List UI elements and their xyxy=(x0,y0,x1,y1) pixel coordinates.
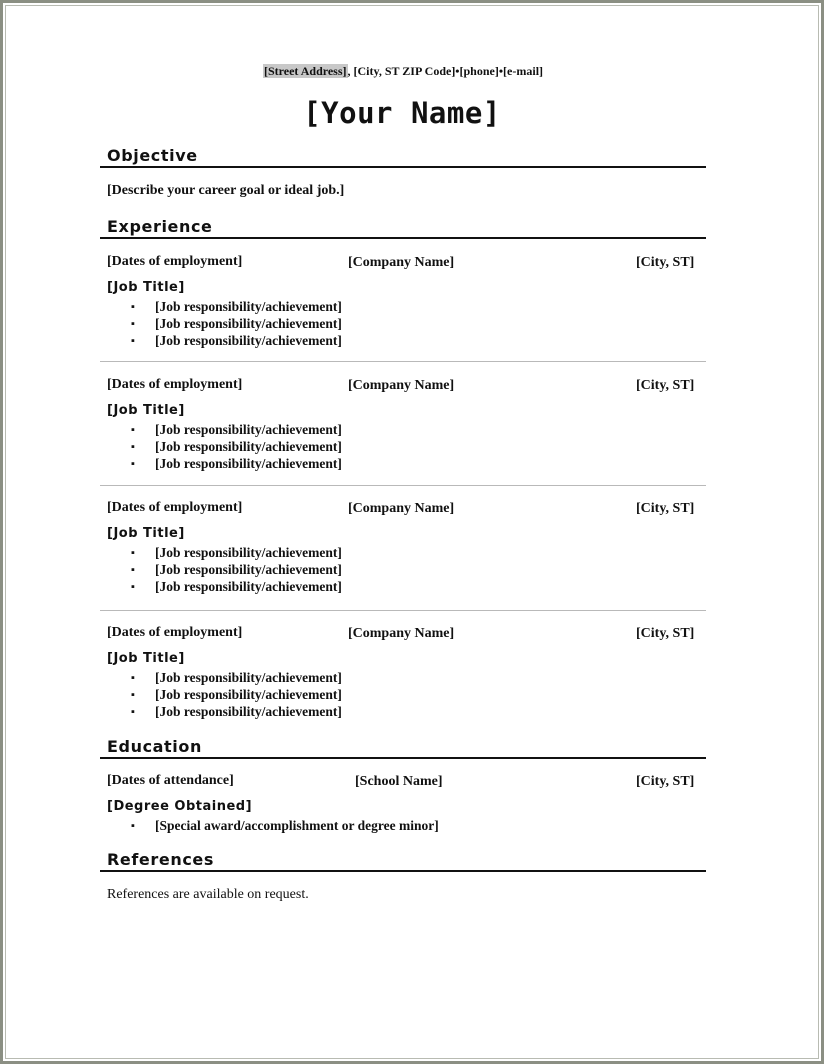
job-responsibility[interactable]: [Job responsibility/achievement] xyxy=(155,439,342,454)
job-responsibility[interactable]: [Job responsibility/achievement] xyxy=(155,545,342,560)
job-location[interactable]: [City, ST] xyxy=(636,255,695,270)
objective-rule xyxy=(100,166,706,168)
objective-text[interactable]: [Describe your career goal or ideal job.] xyxy=(107,183,345,198)
bullet-icon: ▪ xyxy=(131,424,135,436)
bullet-icon: ▪ xyxy=(131,301,135,313)
job-divider xyxy=(100,361,706,362)
job-dates[interactable]: [Dates of employment] xyxy=(107,625,243,640)
street-address[interactable]: [Street Address] xyxy=(263,64,347,78)
job-dates[interactable]: [Dates of employment] xyxy=(107,500,243,515)
job-title[interactable]: [Job Title] xyxy=(107,651,185,666)
job-responsibility[interactable]: [Job responsibility/achievement] xyxy=(155,579,342,594)
bullet-icon: ▪ xyxy=(131,441,135,453)
company-name[interactable]: [Company Name] xyxy=(348,378,455,393)
contact-line xyxy=(0,64,806,79)
job-location[interactable]: [City, ST] xyxy=(636,378,695,393)
education-rule xyxy=(100,757,706,759)
job-responsibility[interactable]: [Job responsibility/achievement] xyxy=(155,670,342,685)
job-divider xyxy=(100,610,706,611)
job-location[interactable]: [City, ST] xyxy=(636,626,695,641)
job-title[interactable]: [Job Title] xyxy=(107,526,185,541)
degree-obtained[interactable]: [Degree Obtained] xyxy=(107,799,253,814)
education-item[interactable]: [Special award/accomplishment or degree minor] xyxy=(155,818,439,833)
job-title[interactable]: [Job Title] xyxy=(107,403,185,418)
references-text[interactable]: References are available on request. xyxy=(107,887,309,902)
job-dates[interactable]: [Dates of employment] xyxy=(107,254,243,269)
job-location[interactable]: [City, ST] xyxy=(636,501,695,516)
job-dates[interactable]: [Dates of employment] xyxy=(107,377,243,392)
job-responsibility[interactable]: [Job responsibility/achievement] xyxy=(155,704,342,719)
company-name[interactable]: [Company Name] xyxy=(348,626,455,641)
company-name[interactable]: [Company Name] xyxy=(348,255,455,270)
bullet-icon: ▪ xyxy=(131,564,135,576)
bullet-icon: ▪ xyxy=(131,820,135,832)
bullet-icon: ▪ xyxy=(131,318,135,330)
job-responsibility[interactable]: [Job responsibility/achievement] xyxy=(155,316,342,331)
experience-heading: Experience xyxy=(107,217,213,236)
references-heading: References xyxy=(107,850,214,869)
bullet-icon: ▪ xyxy=(131,547,135,559)
bullet-icon: ▪ xyxy=(131,458,135,470)
job-responsibility[interactable]: [Job responsibility/achievement] xyxy=(155,422,342,437)
school-name[interactable]: [School Name] xyxy=(355,774,443,789)
company-name[interactable]: [Company Name] xyxy=(348,501,455,516)
job-responsibility[interactable]: [Job responsibility/achievement] xyxy=(155,299,342,314)
bullet-icon: ▪ xyxy=(131,689,135,701)
job-responsibility[interactable]: [Job responsibility/achievement] xyxy=(155,562,342,577)
objective-heading: Objective xyxy=(107,146,198,165)
education-heading: Education xyxy=(107,737,202,756)
contact-details[interactable]: , [City, ST ZIP Code]•[phone]•[e-mail] xyxy=(347,64,544,78)
your-name-title[interactable]: [Your Name] xyxy=(303,96,501,130)
job-title[interactable]: [Job Title] xyxy=(107,280,185,295)
bullet-icon: ▪ xyxy=(131,672,135,684)
job-divider xyxy=(100,485,706,486)
experience-rule xyxy=(100,237,706,239)
job-responsibility[interactable]: [Job responsibility/achievement] xyxy=(155,687,342,702)
bullet-icon: ▪ xyxy=(131,581,135,593)
education-dates[interactable]: [Dates of attendance] xyxy=(107,773,234,788)
job-responsibility[interactable]: [Job responsibility/achievement] xyxy=(155,333,342,348)
job-responsibility[interactable]: [Job responsibility/achievement] xyxy=(155,456,342,471)
references-rule xyxy=(100,870,706,872)
bullet-icon: ▪ xyxy=(131,335,135,347)
bullet-icon: ▪ xyxy=(131,706,135,718)
education-location[interactable]: [City, ST] xyxy=(636,774,695,789)
